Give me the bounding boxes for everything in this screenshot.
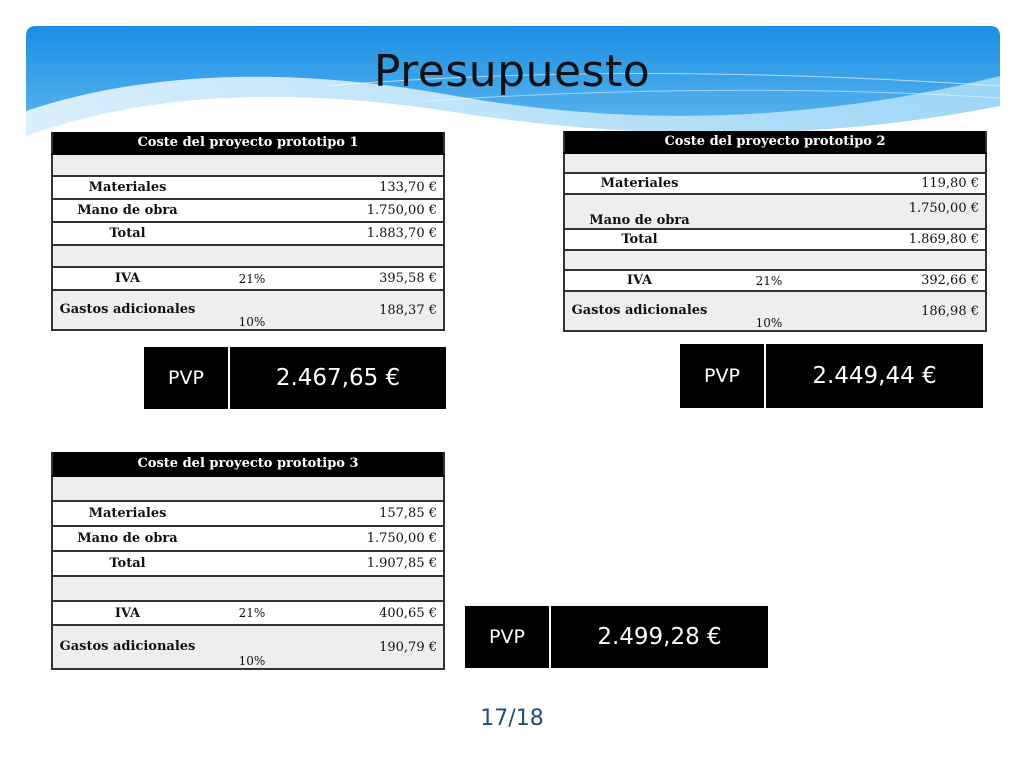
row-value-total: 1.869,80 € bbox=[824, 229, 986, 250]
pvp-box-prototype-2 bbox=[680, 344, 983, 408]
table-title: Coste del proyecto prototipo 1 bbox=[52, 132, 444, 154]
row-label-mano-de-obra: Mano de obra bbox=[52, 526, 202, 551]
row-label-iva: IVA bbox=[52, 601, 202, 625]
row-pct-iva: 21% bbox=[202, 601, 302, 625]
table-title: Coste del proyecto prototipo 3 bbox=[52, 452, 444, 476]
blank-row bbox=[52, 576, 444, 601]
row-value-total: 1.907,85 € bbox=[302, 551, 444, 576]
row-value-iva: 392,66 € bbox=[824, 270, 986, 291]
row-label-gastos: Gastos adicionales bbox=[52, 290, 202, 330]
row-value-gastos: 190,79 € bbox=[302, 625, 444, 669]
pvp-box-prototype-1 bbox=[144, 347, 446, 409]
row-value-gastos: 186,98 € bbox=[824, 291, 986, 331]
blank-row bbox=[564, 250, 986, 270]
row-label-mano-de-obra: Mano de obra bbox=[564, 194, 714, 229]
slide-title: Presupuesto bbox=[373, 46, 651, 97]
pvp-value: 2.449,44 € bbox=[812, 363, 937, 389]
row-label-materiales: Materiales bbox=[564, 173, 714, 194]
row-label-total: Total bbox=[52, 551, 202, 576]
row-value-materiales: 119,80 € bbox=[824, 173, 986, 194]
cost-table-prototype-3 bbox=[51, 452, 445, 670]
row-value-mano-de-obra: 1.750,00 € bbox=[302, 526, 444, 551]
row-label-gastos: Gastos adicionales bbox=[564, 291, 714, 331]
row-value-materiales: 157,85 € bbox=[302, 501, 444, 526]
row-label-mano-de-obra: Mano de obra bbox=[52, 199, 202, 222]
blank-row bbox=[52, 154, 444, 176]
pvp-label: PVP bbox=[144, 347, 230, 409]
pvp-value: 2.499,28 € bbox=[597, 624, 722, 650]
blank-row bbox=[52, 476, 444, 501]
row-value-iva: 395,58 € bbox=[302, 267, 444, 290]
row-label-iva: IVA bbox=[52, 267, 202, 290]
row-value-gastos: 188,37 € bbox=[302, 290, 444, 330]
row-pct-gastos: 10% bbox=[202, 625, 302, 669]
pvp-box-prototype-3 bbox=[465, 606, 768, 668]
row-pct-iva: 21% bbox=[202, 267, 302, 290]
row-pct-iva: 21% bbox=[714, 270, 824, 291]
blank-row bbox=[564, 153, 986, 173]
row-label-iva: IVA bbox=[564, 270, 714, 291]
table-title: Coste del proyecto prototipo 2 bbox=[564, 131, 986, 153]
row-pct-gastos: 10% bbox=[202, 290, 302, 330]
row-value-total: 1.883,70 € bbox=[302, 222, 444, 245]
row-label-materiales: Materiales bbox=[52, 501, 202, 526]
row-value-mano-de-obra: 1.750,00 € bbox=[824, 194, 986, 229]
row-value-mano-de-obra: 1.750,00 € bbox=[302, 199, 444, 222]
pvp-value: 2.467,65 € bbox=[275, 365, 401, 391]
cost-table-prototype-1 bbox=[51, 132, 445, 331]
pvp-label: PVP bbox=[465, 606, 551, 668]
row-label-materiales: Materiales bbox=[52, 176, 202, 199]
row-label-gastos: Gastos adicionales bbox=[52, 625, 202, 669]
row-pct-gastos: 10% bbox=[714, 291, 824, 331]
pvp-label: PVP bbox=[680, 344, 766, 408]
row-label-total: Total bbox=[52, 222, 202, 245]
page-number: 17/18 bbox=[480, 706, 544, 731]
row-value-materiales: 133,70 € bbox=[302, 176, 444, 199]
row-value-iva: 400,65 € bbox=[302, 601, 444, 625]
blank-row bbox=[52, 245, 444, 267]
row-label-total: Total bbox=[564, 229, 714, 250]
cost-table-prototype-2 bbox=[563, 131, 987, 332]
